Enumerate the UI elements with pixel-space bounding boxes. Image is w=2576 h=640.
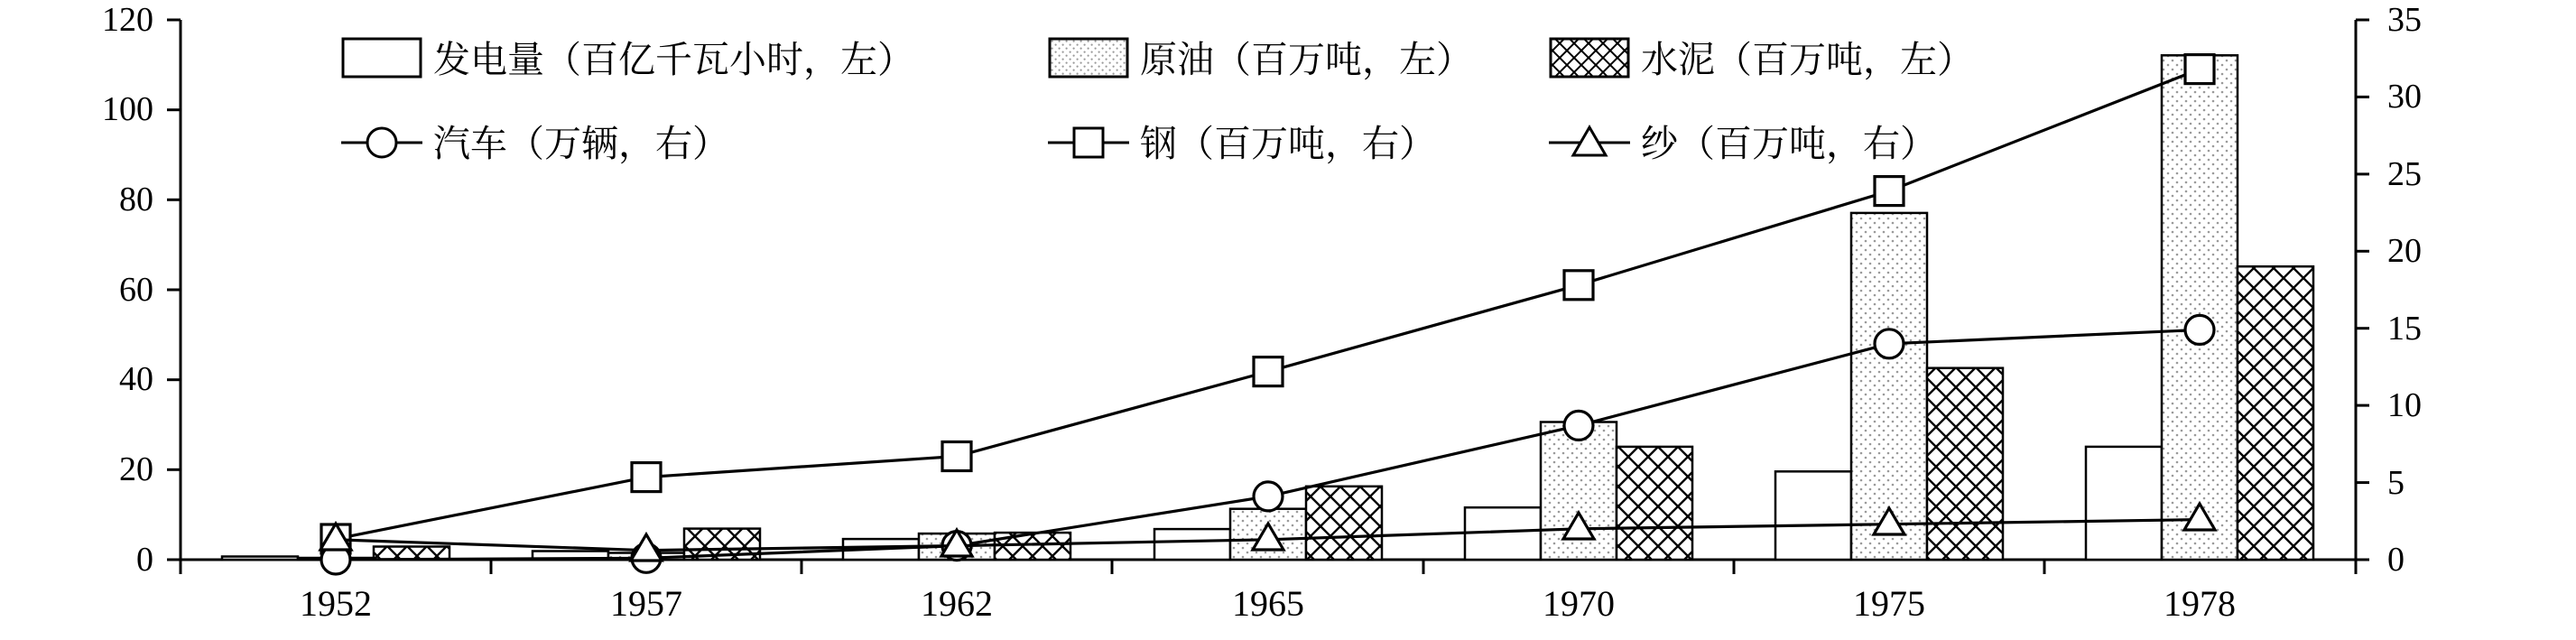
right-axis-ticks: [2356, 20, 2369, 560]
right-axis-tick-7: 35: [2387, 1, 2422, 39]
bar-series-cement: [374, 266, 2313, 560]
category-label-1978: 1978: [2164, 583, 2236, 624]
right-axis-tick-1: 5: [2387, 464, 2405, 502]
left-axis-tick-0: 0: [136, 541, 153, 579]
left-axis-tick-2: 40: [119, 360, 153, 398]
category-label-1965: 1965: [1232, 583, 1304, 624]
left-axis-ticks: [167, 20, 181, 560]
legend-label-4: 钢（百万吨，右）: [1140, 123, 1436, 164]
legend-label-1: 原油（百万吨，左）: [1140, 39, 1473, 80]
left-axis-tick-5: 100: [102, 90, 153, 128]
left-axis-tick-1: 20: [119, 450, 153, 488]
category-label-1962: 1962: [921, 583, 993, 624]
right-axis-tick-2: 10: [2387, 386, 2422, 424]
category-label-1970: 1970: [1543, 583, 1615, 624]
left-axis-tick-3: 60: [119, 271, 153, 309]
legend: [341, 39, 1974, 164]
category-label-1952: 1952: [300, 583, 372, 624]
category-label-1975: 1975: [1853, 583, 1925, 624]
legend-label-2: 水泥（百万吨，左）: [1641, 39, 1974, 80]
right-axis-tick-0: 0: [2387, 541, 2405, 579]
right-axis-tick-4: 20: [2387, 232, 2422, 270]
right-axis-tick-6: 30: [2387, 78, 2422, 116]
right-axis-tick-3: 15: [2387, 310, 2422, 348]
left-axis-tick-6: 120: [102, 1, 153, 39]
legend-label-0: 发电量（百亿千瓦小时，左）: [433, 39, 914, 80]
plot-frame: [181, 20, 2356, 560]
legend-label-5: 纱（百万吨，右）: [1641, 123, 1937, 164]
right-axis-tick-5: 25: [2387, 155, 2422, 193]
left-axis-tick-4: 80: [119, 181, 153, 218]
category-label-1957: 1957: [610, 583, 682, 624]
legend-label-3: 汽车（万辆，右）: [433, 123, 729, 164]
category-ticks: [181, 560, 2356, 574]
